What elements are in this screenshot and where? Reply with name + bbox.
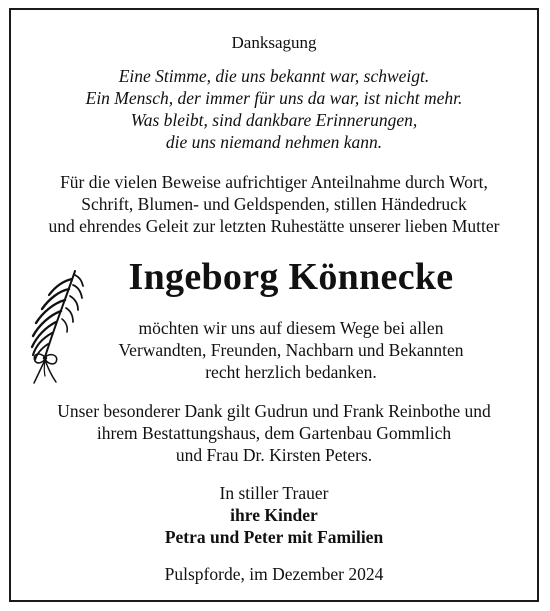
poem-line: Eine Stimme, die uns bekannt war, schweigt. <box>118 66 430 86</box>
heading: Danksagung <box>231 33 317 52</box>
obituary-card <box>9 8 539 602</box>
place-date: Pulspforde, im Dezember 2024 <box>164 564 384 584</box>
special-thanks-line: Unser besonderer Dank gilt Gudrun und Frank Reinbothe und <box>57 401 491 421</box>
intro-line: Schrift, Blumen- und Geldspenden, stillen Händedruck <box>81 194 467 214</box>
special-thanks-line: und Frau Dr. Kirsten Peters. <box>175 445 373 465</box>
intro-line: und ehrendes Geleit zur letzten Ruhestätte unserer lieben Mutter <box>48 216 500 236</box>
poem-line: die uns niemand nehmen kann. <box>165 132 383 152</box>
deceased-name: Ingeborg Könnecke <box>128 256 454 298</box>
children-line: ihre Kinder <box>230 505 318 525</box>
mourning-line: In stiller Trauer <box>219 483 329 503</box>
special-thanks-line: ihrem Bestattungshaus, dem Gartenbau Gommlich <box>96 423 452 443</box>
family-line: Petra und Peter mit Familien <box>164 527 384 547</box>
thanks-line: möchten wir uns auf diesem Wege bei allen <box>138 318 444 338</box>
poem-line: Ein Mensch, der immer für uns da war, ist nicht mehr. <box>85 88 463 108</box>
thanks-line: Verwandten, Freunden, Nachbarn und Bekannten <box>118 340 464 360</box>
intro-line: Für die vielen Beweise aufrichtiger Anteilnahme durch Wort, <box>60 172 488 192</box>
poem-line: Was bleibt, sind dankbare Erinnerungen, <box>130 110 418 130</box>
thanks-line: recht herzlich bedanken. <box>205 362 377 382</box>
